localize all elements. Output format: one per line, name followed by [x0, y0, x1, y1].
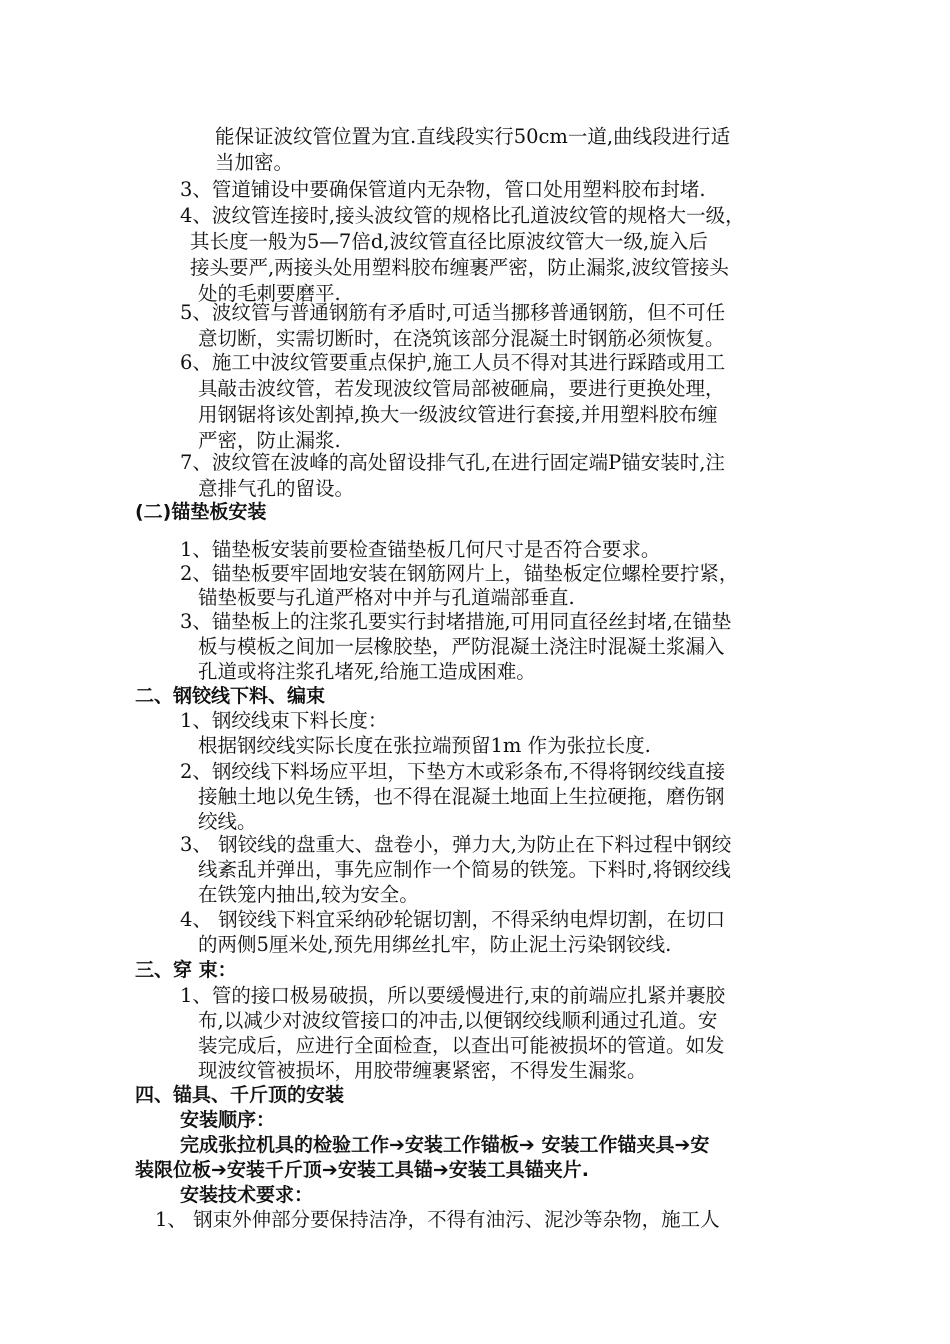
- text-line: 1、锚垫板安装前要检查锚垫板几何尺寸是否符合要求。: [180, 538, 661, 561]
- text-line: 现波纹管被损坏，用胶带缠裹紧密，不得发生漏浆。: [198, 1059, 647, 1082]
- section-heading: 三、穿 束：: [135, 959, 237, 981]
- text-line: 用钢锯将该处割掉,换大一级波纹管进行套接,并用塑料胶布缠: [198, 403, 718, 426]
- text-line: 1、钢绞线束下料长度：: [180, 709, 388, 732]
- subheading: 安装顺序：: [180, 1109, 276, 1131]
- text-line: 处的毛刺要磨平.: [198, 282, 341, 305]
- text-line: 2、钢绞线下料场应平坦，下垫方木或彩条布,不得将钢绞线直接: [180, 760, 726, 783]
- text-line: 其长度一般为5—7倍d,波纹管直径比原波纹管大一级,旋入后: [190, 230, 708, 253]
- text-line: 严密，防止漏浆.: [198, 429, 341, 452]
- text-line: 能保证波纹管位置为宜.直线段实行50cm一道,曲线段进行适: [215, 125, 731, 148]
- text-line: 意切断，实需切断时，在浇筑该部分混凝土时钢筋必须恢复。: [198, 327, 725, 350]
- text-line: 的两侧5厘米处,预先用绑丝扎牢，防止泥土污染钢铰线.: [198, 933, 672, 956]
- text-line: 具敲击波纹管，若发现波纹管局部被砸扁，要进行更换处理，: [198, 377, 725, 400]
- text-line: 锚垫板要与孔道严格对中并与孔道端部垂直.: [198, 586, 575, 609]
- text-line: 在铁笼内抽出,较为安全。: [198, 883, 419, 906]
- text-line: 2、锚垫板要牢固地安装在钢筋网片上，锚垫板定位螺栓要拧紧，: [180, 562, 739, 585]
- bold-text-line: 装限位板➔安装千斤顶➔安装工具锚➔安装工具锚夹片.: [135, 1159, 589, 1181]
- text-line: 孔道或将注浆孔堵死,给施工造成困难。: [198, 660, 536, 683]
- bold-text-line: 完成张拉机具的检验工作➔安装工作锚板➔ 安装工作锚夹具➔安: [180, 1134, 710, 1156]
- text-line: 5、波纹管与普通钢筋有矛盾时,可适当挪移普通钢筋，但不可任: [180, 301, 726, 324]
- section-heading: 四、锚具、千斤顶的安装: [135, 1084, 345, 1106]
- text-line: 4、波纹管连接时,接头波纹管的规格比孔道波纹管的规格大一级，: [180, 204, 745, 227]
- text-line: 1、 钢束外伸部分要保持洁净，不得有油污、泥沙等杂物，施工人: [155, 1208, 720, 1231]
- subheading: 安装技术要求：: [180, 1184, 314, 1206]
- text-line: 6、施工中波纹管要重点保护,施工人员不得对其进行踩踏或用工: [180, 351, 726, 374]
- text-line: 接头要严,两接头处用塑料胶布缠裹严密，防止漏浆,波纹管接头: [190, 256, 729, 279]
- text-line: 意排气孔的留设。: [198, 477, 355, 500]
- text-line: 1、管的接口极易破损，所以要缓慢进行,束的前端应扎紧并裹胶: [180, 984, 726, 1007]
- text-line: 装完成后，应进行全面检查，以查出可能被损坏的管道。如发: [198, 1034, 725, 1057]
- text-line: 3、 钢铰线的盘重大、盘卷小，弹力大,为防止在下料过程中钢绞: [180, 833, 732, 856]
- text-line: 线紊乱并弹出，事先应制作一个简易的铁笼。下料时,将钢绞线: [198, 858, 731, 881]
- text-line: 当加密。: [215, 151, 294, 174]
- text-line: 布,以减少对波纹管接口的冲击,以便钢绞线顺利通过孔道。安: [198, 1009, 718, 1032]
- text-line: 接触土地以免生锈，也不得在混凝土地面上生拉硬拖，磨伤钢: [198, 785, 725, 808]
- text-line: 3、锚垫板上的注浆孔要实行封堵措施,可用同直径丝封堵,在锚垫: [180, 610, 732, 633]
- text-line: 板与模板之间加一层橡胶垫，严防混凝土浇注时混凝土浆漏入: [198, 635, 725, 658]
- text-line: 4、 钢铰线下料宜采纳砂轮锯切割，不得采纳电焊切割，在切口: [180, 908, 726, 931]
- text-line: 根据钢绞线实际长度在张拉端预留1m 作为张拉长度.: [198, 734, 651, 757]
- section-heading: 二、钢铰线下料、编束: [135, 685, 326, 707]
- text-line: 7、波纹管在波峰的高处留设排气孔,在进行固定端P锚安装时,注: [180, 451, 725, 474]
- section-heading: (二)锚垫板安装: [135, 501, 267, 523]
- text-line: 3、管道铺设中要确保管道内无杂物，管口处用塑料胶布封堵.: [180, 178, 706, 201]
- text-line: 绞线。: [198, 810, 257, 833]
